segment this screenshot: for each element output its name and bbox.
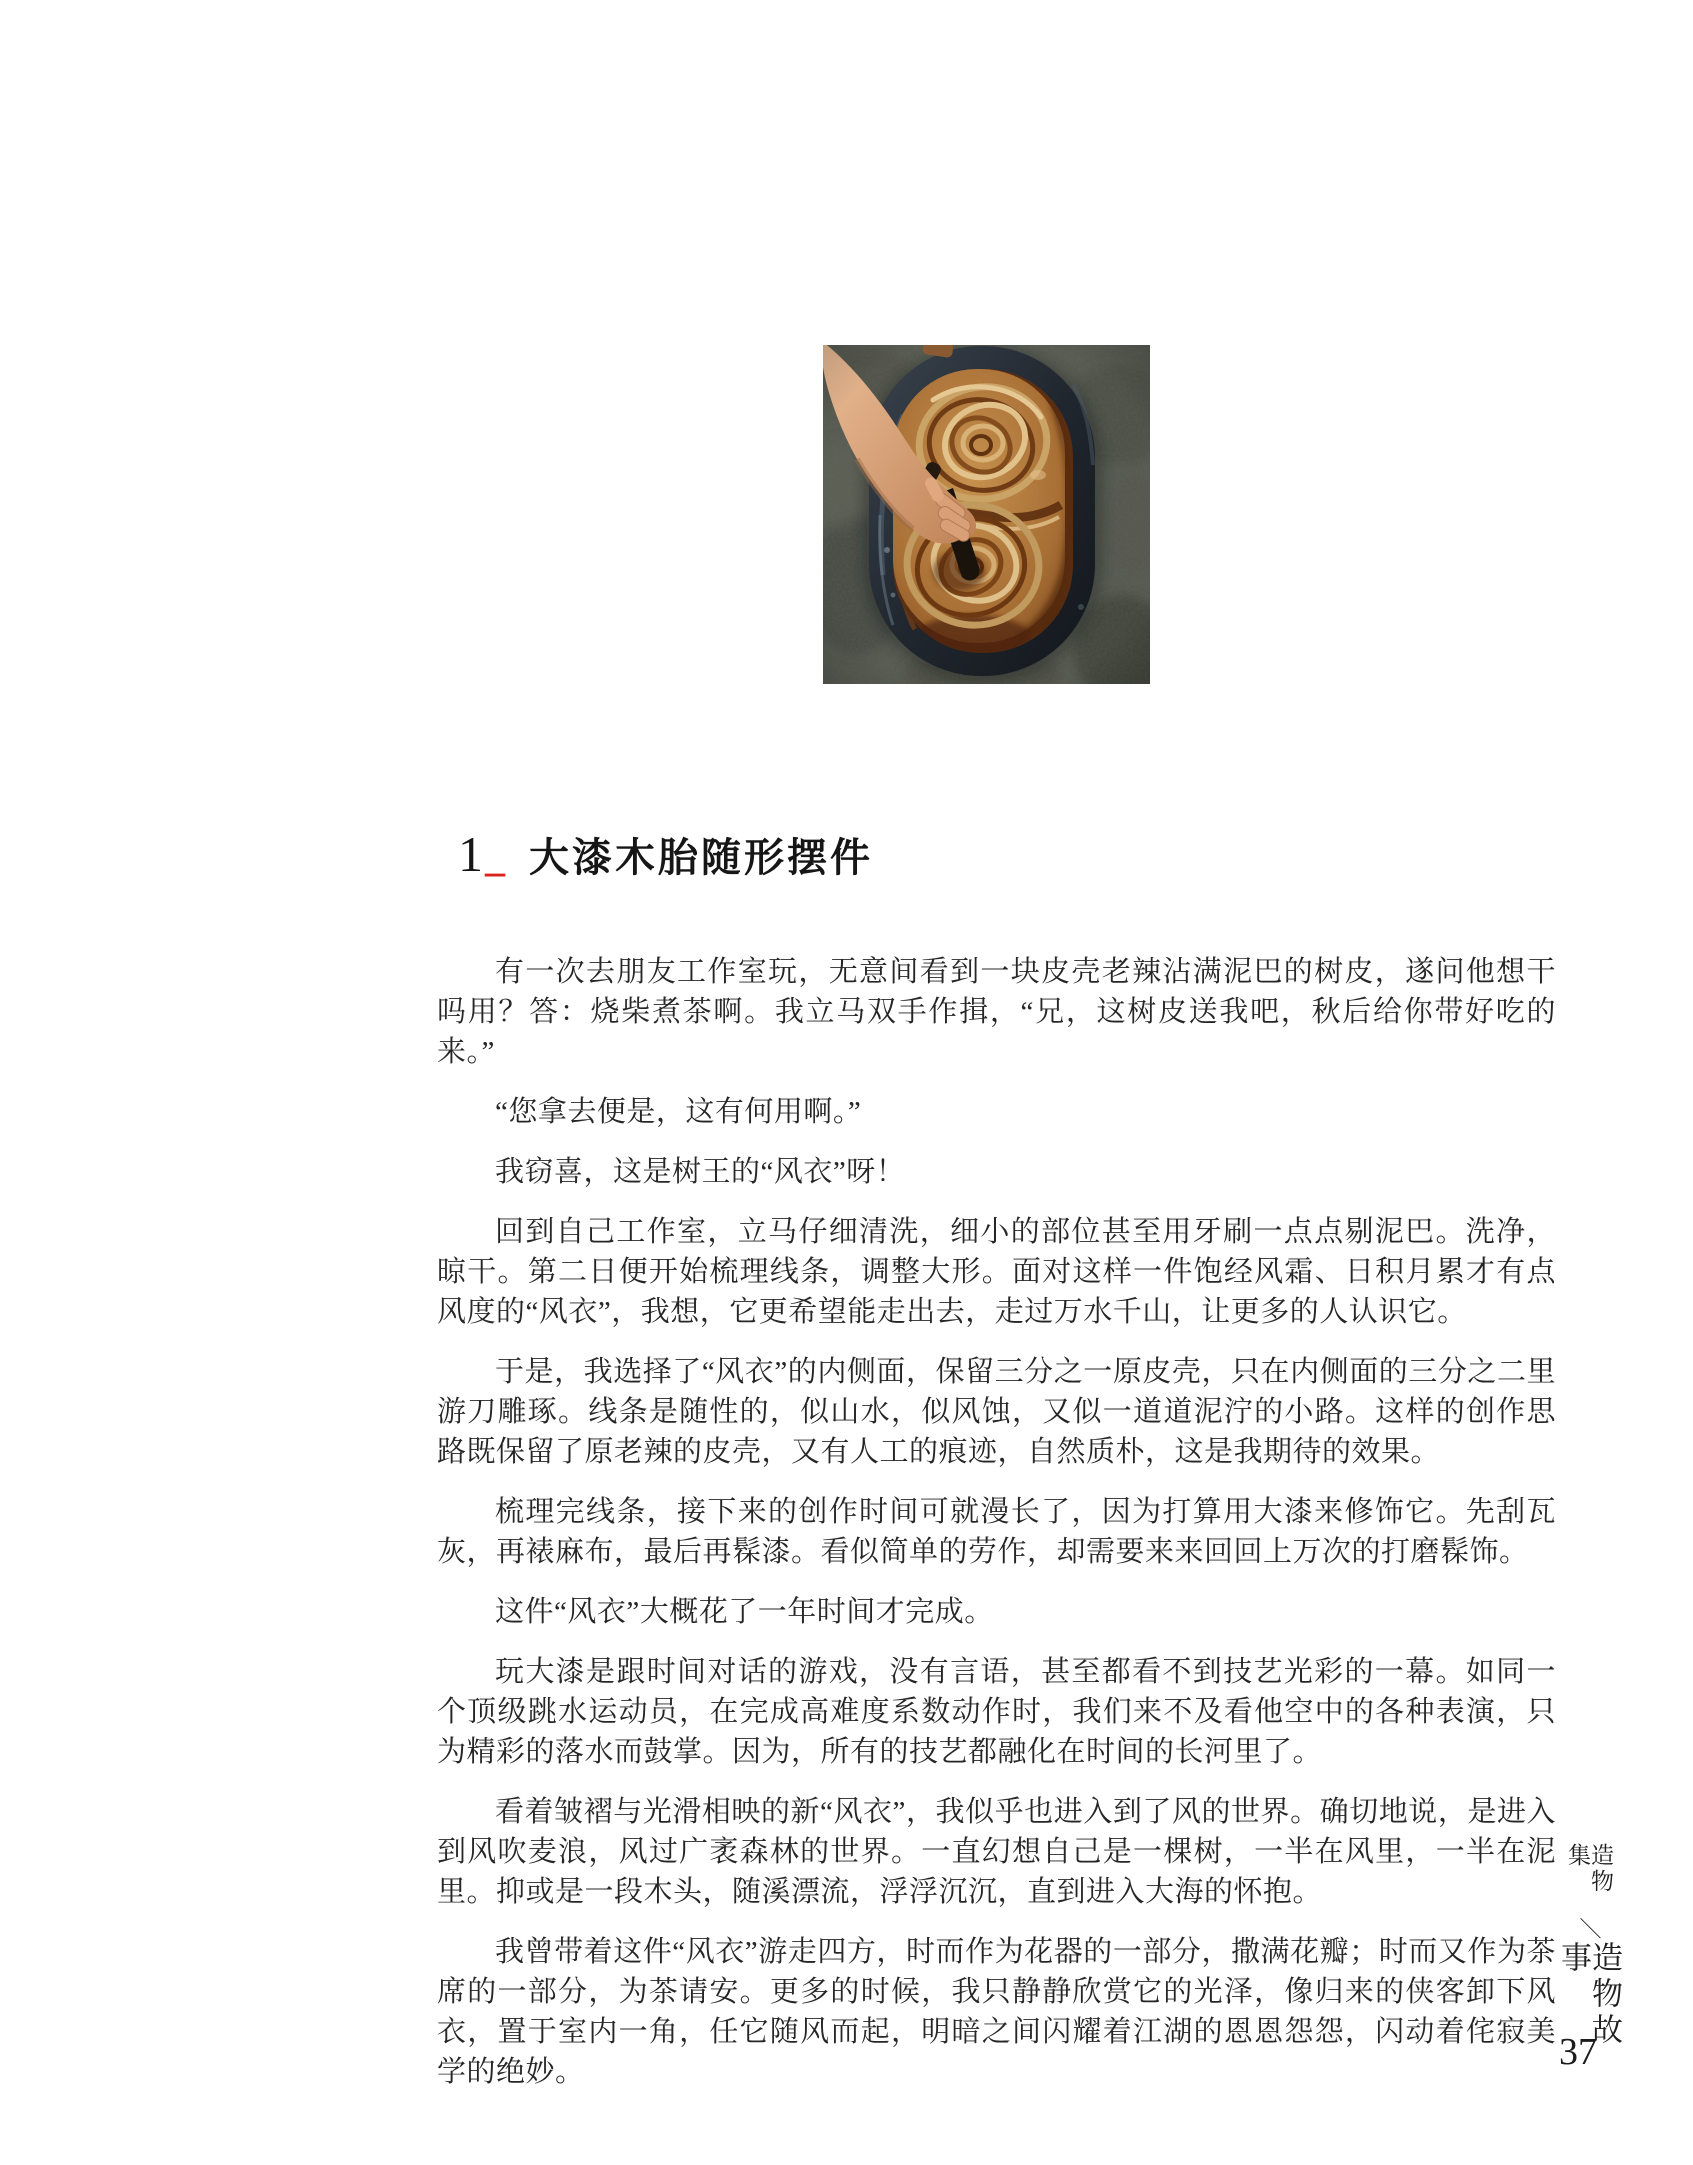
page-number: 37 [1559, 2031, 1597, 2073]
chapter-title: 造物故事 [1556, 1940, 1622, 2049]
lacquer-stirring-photo [823, 345, 1150, 684]
series-title: 造物集 [1565, 1843, 1613, 1895]
paragraph: 梳理完线条，接下来的创作时间可就漫长了，因为打算用大漆来修饰它。先刮瓦灰，再裱麻布，最后再髹漆。看似简单的劳作，却需要来来回回上万次的打磨髹饰。 [437, 1496, 1556, 1568]
paragraph: 于是，我选择了“风衣”的内侧面，保留三分之一原皮壳，只在内侧面的三分之二里游刀雕琢。线条是随性的，似山水，似风蚀，又似一道道泥泞的小路。这样的创作思路既保留了原老辣的皮壳，又有人工的痕迹，自然质朴，这是我期待的效果。 [437, 1356, 1556, 1468]
paragraph: 我曾带着这件“风衣”游走四方，时而作为花器的一部分，撒满花瓣；时而又作为茶席的一部分，为茶请安。更多的时候，我只静静欣赏它的光泽，像归来的侠客卸下风衣，置于室内一角，任它随风而起，明暗之间闪耀着江湖的恩恩怨怨，闪动着侘寂美学的绝妙。 [437, 1936, 1556, 2088]
paragraph: 看着皱褶与光滑相映的新“风衣”，我似乎也进入到了风的世界。确切地说，是进入到风吹麦浪，风过广袤森林的世界。一直幻想自己是一棵树，一半在风里，一半在泥里。抑或是一段木头，随溪漂流，浮浮沉沉，直到进入大海的怀抱。 [437, 1796, 1556, 1908]
paragraph: 回到自己工作室，立马仔细清洗，细小的部位甚至用牙刷一点点剔泥巴。洗净，晾干。第二日便开始梳理线条，调整大形。面对这样一件饱经风霜、日积月累才有点风度的“风衣”，我想，它更希望能走出去，走过万水千山，让更多的人认识它。 [437, 1216, 1556, 1328]
paragraph: 玩大漆是跟时间对话的游戏，没有言语，甚至都看不到技艺光彩的一幕。如同一个顶级跳水运动员，在完成高难度系数动作时，我们来不及看他空中的各种表演，只为精彩的落水而鼓掌。因为，所有的技艺都融化在时间的长河里了。 [437, 1656, 1556, 1768]
paragraph: 有一次去朋友工作室玩，无意间看到一块皮壳老辣沾满泥巴的树皮，遂问他想干吗用？答：烧柴煮茶啊。我立马双手作揖，“兄，这树皮送我吧，秋后给你带好吃的来。” [437, 956, 1556, 1068]
article-body [437, 952, 1556, 2112]
paragraph: 这件“风衣”大概花了一年时间才完成。 [495, 1596, 994, 1628]
section-title: 大漆木胎随形摆件 [529, 835, 873, 880]
paragraph: “您拿去便是，这有何用啊。” [495, 1096, 862, 1128]
section-heading [458, 828, 873, 884]
section-underscore-accent: _ [485, 835, 505, 880]
photo-illustration [823, 345, 1150, 684]
section-number: 1 [458, 826, 483, 882]
series-chapter-separator: ＼ [1577, 1916, 1602, 1939]
paragraph: 我窃喜，这是树王的“风衣”呀！ [495, 1156, 906, 1188]
